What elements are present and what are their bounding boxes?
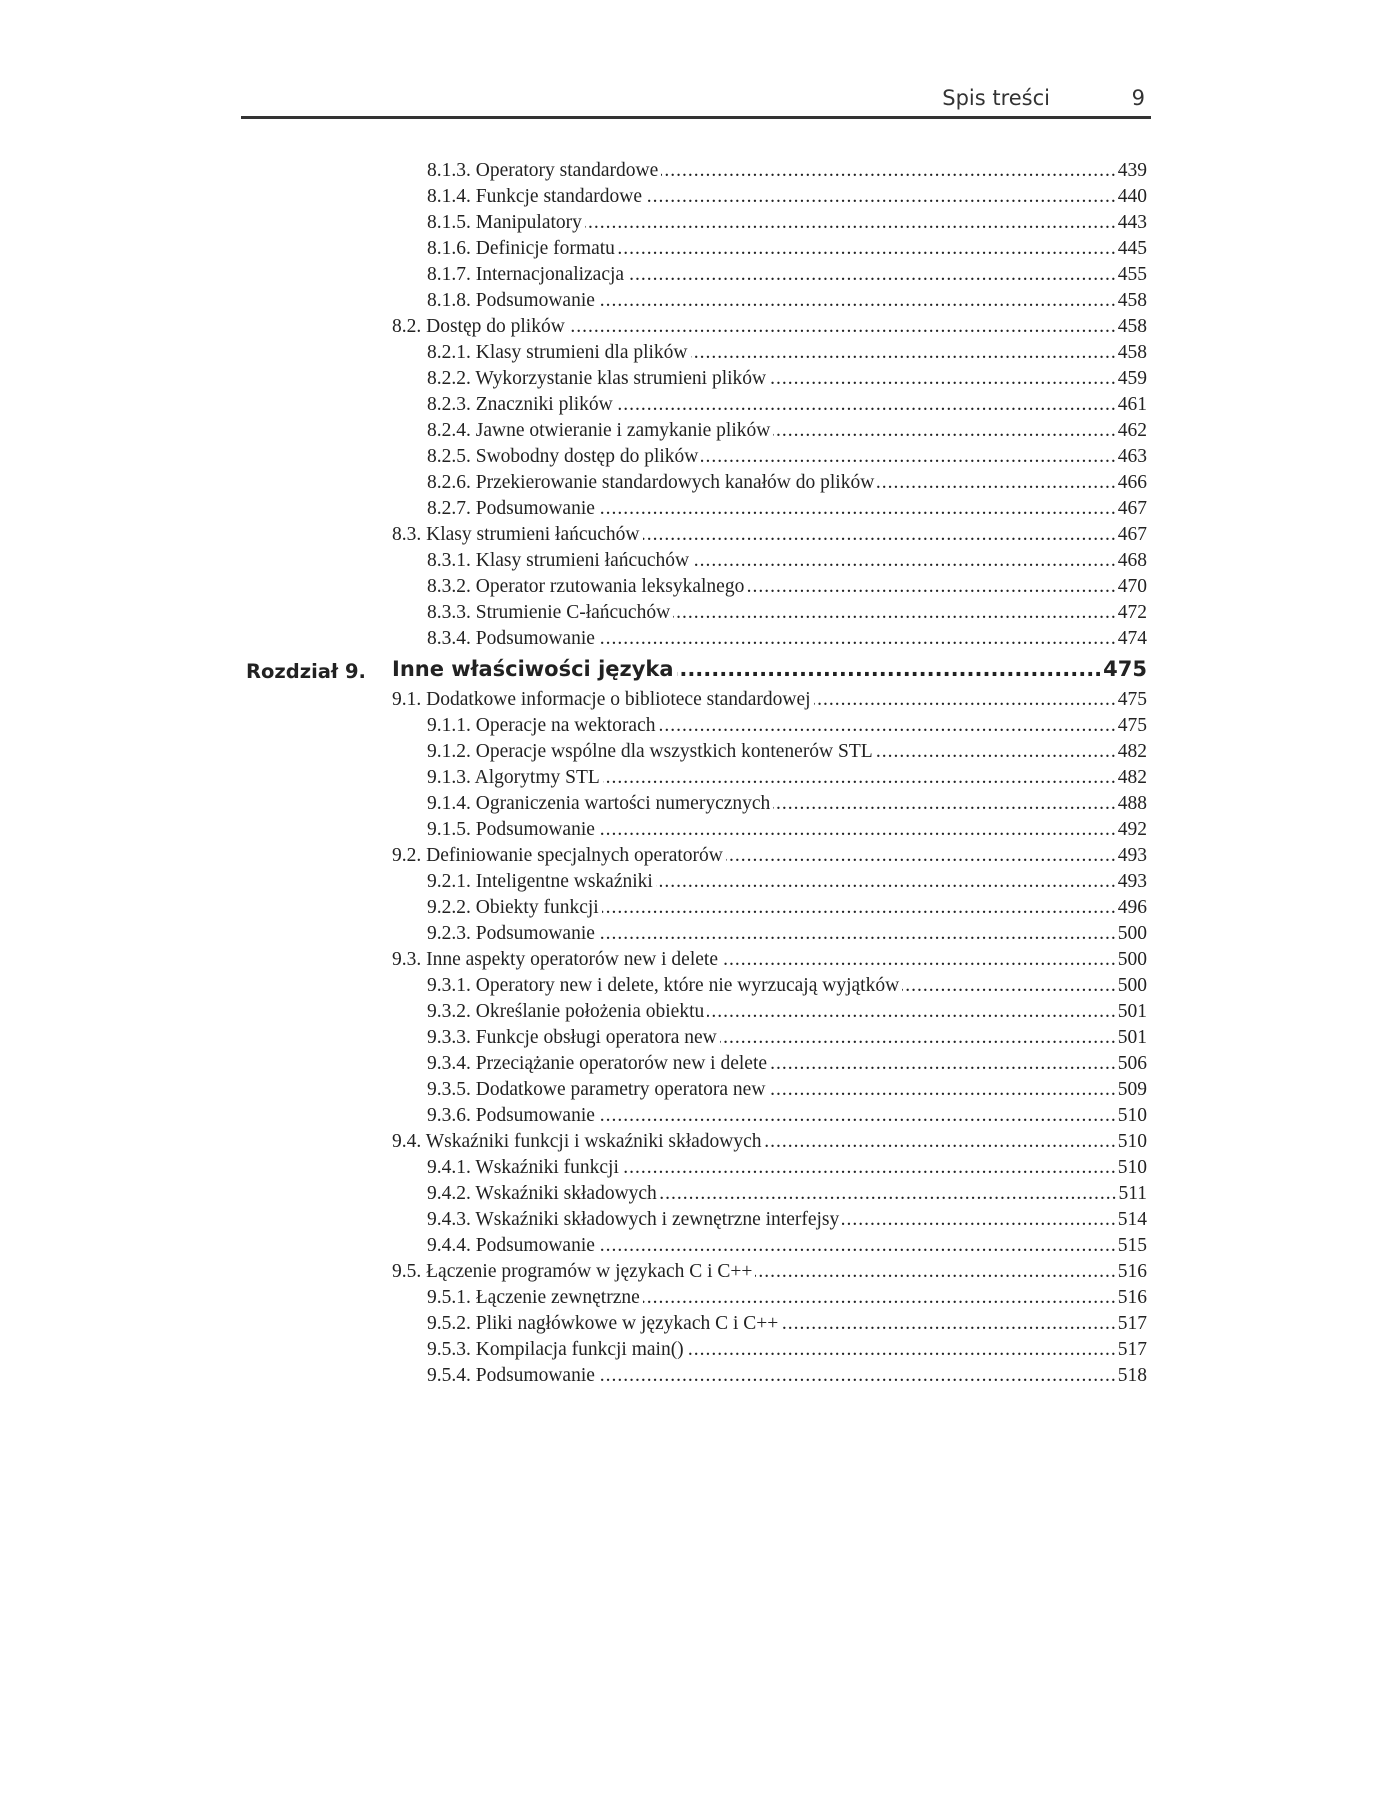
toc-subsection-entry[interactable] bbox=[427, 767, 1147, 793]
toc-section-entry[interactable] bbox=[392, 524, 1147, 550]
toc-chapter-entry[interactable] bbox=[392, 657, 1147, 691]
toc-subsection-entry[interactable] bbox=[427, 212, 1147, 238]
toc-subsection-entry[interactable] bbox=[427, 1183, 1147, 1209]
toc-dot-leader bbox=[585, 212, 1117, 234]
toc-page-number: 458 bbox=[1117, 316, 1147, 337]
toc-dot-leader bbox=[770, 1053, 1117, 1075]
toc-subsection-entry[interactable] bbox=[427, 975, 1147, 1001]
toc-page-number: 474 bbox=[1117, 628, 1147, 649]
toc-subsection-entry[interactable] bbox=[427, 1001, 1147, 1027]
toc-dot-leader bbox=[598, 628, 1117, 650]
toc-page-number: 443 bbox=[1117, 212, 1147, 233]
toc-page-number: 482 bbox=[1117, 741, 1147, 762]
toc-page-number: 506 bbox=[1117, 1053, 1147, 1074]
toc-entry-title: 9.1.3. Algorytmy STL bbox=[427, 767, 600, 788]
toc-entry-title: 9.1.5. Podsumowanie bbox=[427, 819, 595, 840]
toc-dot-leader bbox=[902, 975, 1117, 997]
toc-entry-title: 9.5.2. Pliki nagłówkowe w językach C i C++ bbox=[427, 1313, 779, 1334]
toc-page-number: 462 bbox=[1117, 420, 1147, 441]
toc-subsection-entry[interactable] bbox=[427, 576, 1147, 602]
toc-dot-leader bbox=[627, 264, 1117, 286]
toc-entry-title: 9.3.3. Funkcje obsługi operatora new bbox=[427, 1027, 717, 1048]
toc-dot-leader bbox=[660, 1183, 1118, 1205]
toc-subsection-entry[interactable] bbox=[427, 342, 1147, 368]
toc-subsection-entry[interactable] bbox=[427, 741, 1147, 767]
toc-dot-leader bbox=[707, 1001, 1116, 1023]
toc-entry-title: 9.2. Definiowanie specjalnych operatorów bbox=[392, 845, 723, 866]
toc-entry-title: 8.2.1. Klasy strumieni dla plików bbox=[427, 342, 688, 363]
toc-page-number: 501 bbox=[1117, 1027, 1147, 1048]
toc-entry-title: 8.3.4. Podsumowanie bbox=[427, 628, 595, 649]
toc-page-number: 445 bbox=[1117, 238, 1147, 259]
toc-subsection-entry[interactable] bbox=[427, 897, 1147, 923]
toc-page-number: 515 bbox=[1117, 1235, 1147, 1256]
toc-subsection-entry[interactable] bbox=[427, 1365, 1147, 1391]
toc-section-entry[interactable] bbox=[392, 316, 1147, 342]
toc-page-number: 470 bbox=[1117, 576, 1147, 597]
toc-page-number: 496 bbox=[1117, 897, 1147, 918]
toc-entry-title: 8.2.7. Podsumowanie bbox=[427, 498, 595, 519]
toc-dot-leader bbox=[598, 1365, 1117, 1387]
toc-section-entry[interactable] bbox=[392, 1131, 1147, 1157]
toc-section-entry[interactable] bbox=[392, 949, 1147, 975]
toc-subsection-entry[interactable] bbox=[427, 1287, 1147, 1313]
toc-section-entry[interactable] bbox=[392, 1261, 1147, 1287]
toc-entry-title: 9.1.2. Operacje wspólne dla wszystkich kontenerów STL bbox=[427, 741, 873, 762]
toc-page-number: 493 bbox=[1117, 871, 1147, 892]
toc-subsection-entry[interactable] bbox=[427, 628, 1147, 654]
toc-page-number: 482 bbox=[1117, 767, 1147, 788]
toc-dot-leader bbox=[618, 238, 1117, 260]
toc-entry-title: 9.2.2. Obiekty funkcji bbox=[427, 897, 599, 918]
toc-entry-title: 8.1.7. Internacjonalizacja bbox=[427, 264, 625, 285]
toc-entry-title: 8.1.8. Podsumowanie bbox=[427, 290, 595, 311]
toc-subsection-entry[interactable] bbox=[427, 871, 1147, 897]
toc-entry-title: 9.4.4. Podsumowanie bbox=[427, 1235, 595, 1256]
toc-dot-leader bbox=[691, 342, 1117, 364]
toc-subsection-entry[interactable] bbox=[427, 1105, 1147, 1131]
chapter-title: Inne właściwości języka bbox=[392, 657, 674, 681]
toc-entry-title: 9.3.6. Podsumowanie bbox=[427, 1105, 595, 1126]
toc-dot-leader bbox=[598, 923, 1117, 945]
toc-page-number: 517 bbox=[1117, 1313, 1147, 1334]
toc-dot-leader bbox=[598, 498, 1117, 520]
toc-entry-title: 9.1.1. Operacje na wektorach bbox=[427, 715, 656, 736]
toc-entry-title: 9.3.5. Dodatkowe parametry operatora new bbox=[427, 1079, 766, 1100]
toc-page-number: 511 bbox=[1118, 1183, 1147, 1204]
toc-entry-title: 8.3. Klasy strumieni łańcuchów bbox=[392, 524, 640, 545]
toc-section-entry[interactable] bbox=[392, 845, 1147, 871]
toc-dot-leader bbox=[656, 871, 1117, 893]
toc-dot-leader bbox=[568, 316, 1117, 338]
toc-subsection-entry[interactable] bbox=[427, 498, 1147, 524]
toc-page-number: 459 bbox=[1117, 368, 1147, 389]
toc-page-number: 467 bbox=[1117, 524, 1147, 545]
toc-dot-leader bbox=[598, 1105, 1117, 1127]
toc-page-number: 516 bbox=[1117, 1261, 1147, 1282]
toc-dot-leader bbox=[701, 446, 1116, 468]
toc-entry-title: 8.2.4. Jawne otwieranie i zamykanie plików bbox=[427, 420, 771, 441]
toc-dot-leader bbox=[773, 793, 1116, 815]
toc-entry-title: 8.2.6. Przekierowanie standardowych kanałów do plików bbox=[427, 472, 875, 493]
toc-page-number: 475 bbox=[1117, 689, 1147, 710]
toc-subsection-entry[interactable] bbox=[427, 1235, 1147, 1261]
toc-subsection-entry[interactable] bbox=[427, 1209, 1147, 1235]
toc-page-number: 488 bbox=[1117, 793, 1147, 814]
toc-subsection-entry[interactable] bbox=[427, 290, 1147, 316]
toc-page-number: 439 bbox=[1117, 160, 1147, 181]
toc-section-entry[interactable] bbox=[392, 689, 1147, 715]
toc-page-number: 467 bbox=[1117, 498, 1147, 519]
toc-subsection-entry[interactable] bbox=[427, 472, 1147, 498]
toc-entry-title: 8.1.3. Operatory standardowe bbox=[427, 160, 659, 181]
toc-dot-leader bbox=[598, 290, 1117, 312]
toc-entry-title: 8.2.3. Znaczniki plików bbox=[427, 394, 613, 415]
toc-subsection-entry[interactable] bbox=[427, 1053, 1147, 1079]
toc-dot-leader bbox=[877, 472, 1116, 494]
toc-subsection-entry[interactable] bbox=[427, 186, 1147, 212]
toc-page-number: 518 bbox=[1117, 1365, 1147, 1386]
running-header-title: Spis treści bbox=[942, 86, 1050, 110]
toc-dot-leader bbox=[598, 1235, 1117, 1257]
toc-entry-title: 9.2.3. Podsumowanie bbox=[427, 923, 595, 944]
toc-entry-title: 9.5.4. Podsumowanie bbox=[427, 1365, 595, 1386]
toc-page-number: 440 bbox=[1117, 186, 1147, 207]
toc-subsection-entry[interactable] bbox=[427, 715, 1147, 741]
toc-page-number: 461 bbox=[1117, 394, 1147, 415]
toc-page-number: 510 bbox=[1117, 1157, 1147, 1178]
toc-entry-title: 8.2.5. Swobodny dostęp do plików bbox=[427, 446, 699, 467]
toc-entry-title: 9.5. Łączenie programów w językach C i C++ bbox=[392, 1261, 753, 1282]
toc-page-number: 516 bbox=[1117, 1287, 1147, 1308]
toc-dot-leader bbox=[876, 741, 1117, 763]
toc-entry-title: 8.2. Dostęp do plików bbox=[392, 316, 565, 337]
toc-page-number: 466 bbox=[1117, 472, 1147, 493]
toc-entry-title: 8.2.2. Wykorzystanie klas strumieni plików bbox=[427, 368, 767, 389]
toc-page-number: 517 bbox=[1117, 1339, 1147, 1360]
toc-page-number: 458 bbox=[1117, 290, 1147, 311]
toc-dot-leader bbox=[602, 897, 1117, 919]
toc-page-number: 493 bbox=[1117, 845, 1147, 866]
chapter-label: Rozdział 9. bbox=[246, 660, 366, 683]
toc-page-number: 455 bbox=[1117, 264, 1147, 285]
toc-subsection-entry[interactable] bbox=[427, 160, 1147, 186]
toc-dot-leader bbox=[643, 1287, 1117, 1309]
toc-dot-leader bbox=[765, 1131, 1117, 1153]
toc-page-number: 475 bbox=[1117, 715, 1147, 736]
toc-entry-title: 9.3. Inne aspekty operatorów new i delete bbox=[392, 949, 718, 970]
toc-dot-leader bbox=[677, 657, 1103, 681]
toc-entry-title: 8.1.4. Funkcje standardowe bbox=[427, 186, 642, 207]
toc-dot-leader bbox=[773, 420, 1116, 442]
toc-entry-title: 8.3.1. Klasy strumieni łańcuchów bbox=[427, 550, 690, 571]
toc-entry-title: 9.1. Dodatkowe informacje o bibliotece standardowej bbox=[392, 689, 811, 710]
toc-dot-leader bbox=[661, 160, 1117, 182]
toc-entry-title: 9.4.3. Wskaźniki składowych i zewnętrzne interfejsy bbox=[427, 1209, 840, 1230]
chapter-page-number: 475 bbox=[1103, 657, 1147, 681]
toc-page-number: 501 bbox=[1117, 1001, 1147, 1022]
running-header-page-number: 9 bbox=[1131, 86, 1145, 110]
toc-dot-leader bbox=[658, 715, 1116, 737]
toc-dot-leader bbox=[692, 550, 1117, 572]
toc-entry-title: 8.1.6. Definicje formatu bbox=[427, 238, 615, 259]
toc-subsection-entry[interactable] bbox=[427, 1027, 1147, 1053]
toc-dot-leader bbox=[616, 394, 1117, 416]
toc-page-number: 472 bbox=[1117, 602, 1147, 623]
toc-dot-leader bbox=[673, 602, 1117, 624]
toc-subsection-entry[interactable] bbox=[427, 368, 1147, 394]
toc-entry-title: 9.1.4. Ograniczenia wartości numerycznych bbox=[427, 793, 771, 814]
toc-entry-title: 9.4.1. Wskaźniki funkcji bbox=[427, 1157, 619, 1178]
toc-subsection-entry[interactable] bbox=[427, 1313, 1147, 1339]
toc-subsection-entry[interactable] bbox=[427, 264, 1147, 290]
toc-entry-title: 9.4.2. Wskaźniki składowych bbox=[427, 1183, 657, 1204]
toc-page-number: 514 bbox=[1117, 1209, 1147, 1230]
toc-dot-leader bbox=[842, 1209, 1116, 1231]
toc-entry-title: 8.1.5. Manipulatory bbox=[427, 212, 582, 233]
toc-page-number: 510 bbox=[1117, 1105, 1147, 1126]
toc-entry-title: 9.4. Wskaźniki funkcji i wskaźniki składowych bbox=[392, 1131, 762, 1152]
toc-subsection-entry[interactable] bbox=[427, 420, 1147, 446]
toc-entry-title: 9.3.1. Operatory new i delete, które nie wyrzucają wyjątków bbox=[427, 975, 900, 996]
toc-entry-title: 9.2.1. Inteligentne wskaźniki bbox=[427, 871, 653, 892]
page-header bbox=[241, 80, 1151, 119]
toc-page-number: 510 bbox=[1117, 1131, 1147, 1152]
toc-page-number: 500 bbox=[1117, 949, 1147, 970]
toc-page-number: 509 bbox=[1117, 1079, 1147, 1100]
toc-subsection-entry[interactable] bbox=[427, 446, 1147, 472]
toc-dot-leader bbox=[769, 368, 1117, 390]
toc-entry-title: 9.5.1. Łączenie zewnętrzne bbox=[427, 1287, 640, 1308]
toc-subsection-entry[interactable] bbox=[427, 1157, 1147, 1183]
toc-subsection-entry[interactable] bbox=[427, 819, 1147, 845]
toc-page-number: 500 bbox=[1117, 975, 1147, 996]
toc-subsection-entry[interactable] bbox=[427, 394, 1147, 420]
toc-dot-leader bbox=[720, 1027, 1117, 1049]
toc-dot-leader bbox=[814, 689, 1117, 711]
toc-dot-leader bbox=[721, 949, 1117, 971]
toc-subsection-entry[interactable] bbox=[427, 923, 1147, 949]
toc-page-number: 463 bbox=[1117, 446, 1147, 467]
toc-dot-leader bbox=[687, 1339, 1117, 1361]
toc-subsection-entry[interactable] bbox=[427, 1079, 1147, 1105]
toc-subsection-entry[interactable] bbox=[427, 550, 1147, 576]
toc-subsection-entry[interactable] bbox=[427, 238, 1147, 264]
toc-dot-leader bbox=[768, 1079, 1116, 1101]
toc-entry-title: 9.3.2. Określanie położenia obiektu bbox=[427, 1001, 705, 1022]
toc-dot-leader bbox=[645, 186, 1117, 208]
toc-entry-title: 9.3.4. Przeciążanie operatorów new i delete bbox=[427, 1053, 768, 1074]
toc-dot-leader bbox=[598, 819, 1117, 841]
toc-page-number: 500 bbox=[1117, 923, 1147, 944]
toc-subsection-entry[interactable] bbox=[427, 793, 1147, 819]
toc-dot-leader bbox=[747, 576, 1116, 598]
toc-dot-leader bbox=[603, 767, 1117, 789]
toc-dot-leader bbox=[781, 1313, 1116, 1335]
toc-subsection-entry[interactable] bbox=[427, 1339, 1147, 1365]
toc-dot-leader bbox=[643, 524, 1117, 546]
toc-dot-leader bbox=[726, 845, 1117, 867]
toc-page-number: 492 bbox=[1117, 819, 1147, 840]
toc-page-number: 468 bbox=[1117, 550, 1147, 571]
toc-page-number: 458 bbox=[1117, 342, 1147, 363]
toc-dot-leader bbox=[622, 1157, 1117, 1179]
toc-entry-title: 8.3.3. Strumienie C-łańcuchów bbox=[427, 602, 671, 623]
toc-entry-title: 9.5.3. Kompilacja funkcji main() bbox=[427, 1339, 684, 1360]
toc-subsection-entry[interactable] bbox=[427, 602, 1147, 628]
toc-entry-title: 8.3.2. Operator rzutowania leksykalnego bbox=[427, 576, 745, 597]
toc-dot-leader bbox=[755, 1261, 1116, 1283]
